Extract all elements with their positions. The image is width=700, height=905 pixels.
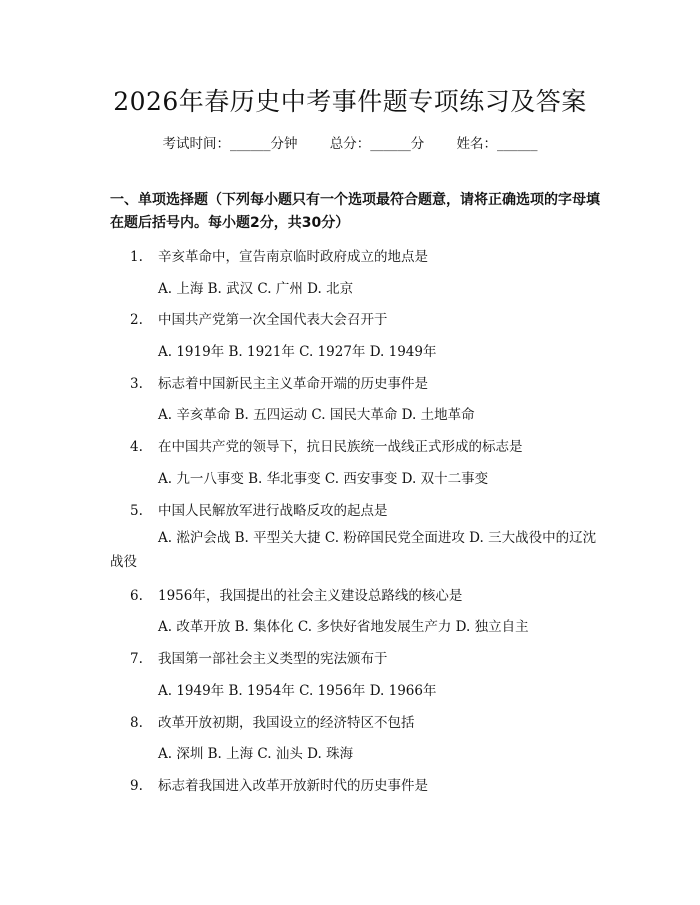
question-6-options: A. 改革开放 B. 集体化 C. 多快好省地发展生产力 D. 独立自主: [158, 619, 529, 635]
question-1: [130, 245, 428, 265]
question-text: 我国第一部社会主义类型的宪法颁布于: [158, 651, 388, 667]
question-5-options: A. 淞沪会战 B. 平型关大捷 C. 粉碎国民党全面进攻 D. 三大战役中的辽沈战役: [110, 530, 597, 570]
question-2: [130, 308, 388, 328]
question-4-options: A. 九一八事变 B. 华北事变 C. 西安事变 D. 双十二事变: [158, 471, 489, 487]
question-5: [130, 499, 388, 519]
page-title: 2026年春历史中考事件题专项练习及答案: [113, 87, 587, 116]
question-4: [130, 435, 523, 455]
question-2-options: A. 1919年 B. 1921年 C. 1927年 D. 1949年: [158, 344, 437, 360]
question-text: 中国共产党第一次全国代表大会召开于: [158, 312, 388, 328]
question-text: 辛亥革命中，宣告南京临时政府成立的地点是: [158, 249, 428, 265]
question-3: [130, 372, 428, 392]
question-text: 1956年，我国提出的社会主义建设总路线的核心是: [158, 588, 463, 604]
question-8-options: A. 深圳 B. 上海 C. 汕头 D. 珠海: [158, 746, 354, 762]
question-8: [130, 711, 415, 731]
question-number: 2.: [130, 312, 143, 328]
section-heading-single-choice: 一、单项选择题（下列每小题只有一个选项最符合题意，请将正确选项的字母填在题后括号内。每小题2分，共30分）: [110, 192, 600, 231]
total-score-field: 总分：______分: [329, 136, 425, 152]
question-number: 3.: [130, 376, 143, 392]
question-text: 改革开放初期，我国设立的经济特区不包括: [158, 715, 415, 731]
question-text: 标志着中国新民主主义革命开端的历史事件是: [158, 376, 428, 392]
question-number: 9.: [130, 778, 143, 794]
question-3-options: A. 辛亥革命 B. 五四运动 C. 国民大革命 D. 土地革命: [158, 407, 475, 423]
question-number: 1.: [130, 249, 143, 265]
question-6: [130, 584, 462, 604]
question-number: 7.: [130, 651, 143, 667]
question-7-options: A. 1949年 B. 1954年 C. 1956年 D. 1966年: [158, 683, 437, 699]
student-name-field: 姓名：______: [456, 136, 538, 152]
question-text: 中国人民解放军进行战略反攻的起点是: [158, 503, 388, 519]
question-text: 在中国共产党的领导下，抗日民族统一战线正式形成的标志是: [158, 439, 523, 455]
question-number: 6.: [130, 588, 143, 604]
exam-time-field: 考试时间：______分钟: [162, 136, 298, 152]
question-1-options: A. 上海 B. 武汉 C. 广州 D. 北京: [158, 281, 354, 297]
question-text: 标志着我国进入改革开放新时代的历史事件是: [158, 778, 428, 794]
question-7: [130, 647, 388, 667]
question-number: 4.: [130, 439, 143, 455]
exam-info-line: [0, 132, 700, 152]
question-9: [130, 774, 428, 794]
question-number: 8.: [130, 715, 143, 731]
question-number: 5.: [130, 503, 143, 519]
